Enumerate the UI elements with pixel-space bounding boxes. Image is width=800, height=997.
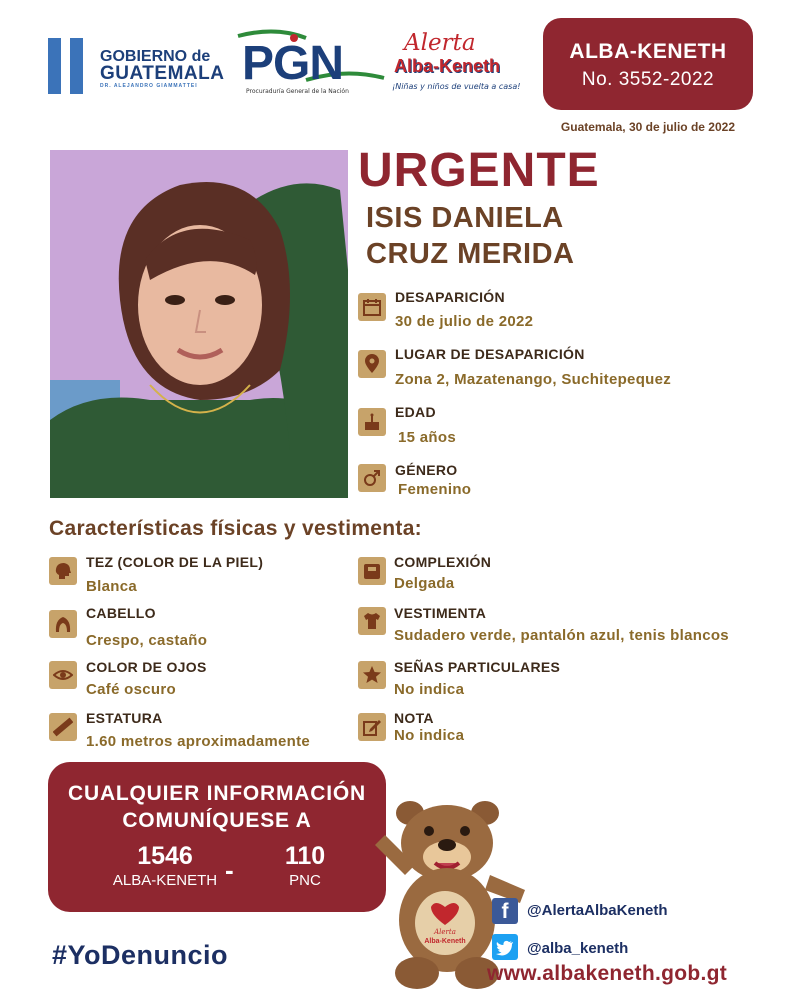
phone-pnc-label: PNC (289, 872, 321, 889)
disappearance-label: DESAPARICIÓN (395, 289, 505, 305)
marks-value: No indica (394, 681, 465, 698)
build-value: Delgada (394, 575, 455, 592)
case-number-badge (543, 18, 753, 110)
gender-icon (358, 464, 386, 492)
face-profile-icon (49, 557, 77, 585)
case-title: ALBA-KENETH (569, 40, 727, 63)
shirt-icon (358, 607, 386, 635)
height-label: ESTATURA (86, 710, 163, 726)
case-number: No. 3552-2022 (581, 69, 715, 90)
name-line2: CRUZ MERIDA (366, 238, 575, 270)
phone-alba-keneth-label: ALBA-KENETH (112, 872, 218, 889)
header (0, 0, 800, 150)
star-icon (358, 661, 386, 689)
calendar-icon (358, 293, 386, 321)
name-line1: ISIS DANIELA (366, 202, 564, 234)
gobierno-line1: GOBIERNO de (100, 48, 211, 65)
alerta-alba-keneth-logo (390, 30, 525, 100)
alerta-logo-line1: Alerta (404, 30, 476, 56)
missing-person-name (366, 200, 575, 272)
issue-date: Guatemala, 30 de julio de 2022 (560, 120, 735, 134)
skin-label: TEZ (COLOR DE LA PIEL) (86, 554, 264, 570)
twitter-icon[interactable] (492, 934, 518, 960)
clothing-value: Sudadero verde, pantalón azul, tenis blancos (394, 627, 729, 644)
phone-separator: - (225, 855, 234, 885)
eyes-label: COLOR DE OJOS (86, 659, 207, 675)
twitter-handle[interactable]: @alba_keneth (527, 940, 629, 957)
clothing-label: VESTIMENTA (394, 605, 487, 621)
note-label: NOTA (394, 710, 434, 726)
gobierno-guatemala-logo (48, 34, 238, 108)
hair-value: Crespo, castaño (86, 632, 208, 649)
gobierno-line3: DR. ALEJANDRO GIAMMATTEI (100, 83, 198, 89)
skin-value: Blanca (86, 578, 137, 595)
contact-title-line2: COMUNÍQUESE A (122, 809, 312, 832)
missing-person-photo (50, 150, 348, 498)
marks-label: SEÑAS PARTICULARES (394, 659, 561, 675)
characteristics-title: Características físicas y vestimenta: (49, 517, 422, 540)
height-value: 1.60 metros aproximadamente (86, 733, 311, 750)
facebook-icon[interactable]: f (492, 898, 518, 924)
contact-title (48, 780, 386, 834)
age-value: 15 años (398, 429, 456, 446)
cake-icon (358, 408, 386, 436)
gender-label: GÉNERO (395, 462, 458, 478)
guatemala-flag-icon (48, 38, 92, 94)
eye-icon (49, 661, 77, 689)
hair-icon (49, 610, 77, 638)
gobierno-logo-text (100, 48, 224, 90)
contact-info-box (48, 762, 386, 912)
alerta-logo-line2: Alba-Keneth (394, 56, 501, 76)
place-value: Zona 2, Mazatenango, Suchitepequez (395, 371, 672, 388)
location-pin-icon (358, 350, 386, 378)
facebook-handle[interactable]: @AlertaAlbaKeneth (527, 902, 668, 919)
gobierno-line2: GUATEMALA (100, 63, 225, 84)
pgn-subtitle: Procuraduría General de la Nación (246, 88, 349, 95)
bear-badge-line1: Alerta (434, 928, 456, 936)
website-link[interactable]: www.albakeneth.gob.gt (487, 962, 728, 985)
build-label: COMPLEXIÓN (394, 554, 492, 570)
note-edit-icon (358, 713, 386, 741)
age-label: EDAD (395, 404, 436, 420)
phone-alba-keneth[interactable]: 1546 (137, 842, 193, 870)
alerta-logo-slogan: ¡Niñas y niños de vuelta a casa! (392, 82, 521, 91)
scale-icon (358, 557, 386, 585)
urgent-heading: URGENTE (358, 144, 600, 197)
portrait-illustration (50, 150, 348, 498)
bear-badge-line2: Alba-Keneth (424, 938, 466, 945)
hashtag: #YoDenuncio (52, 940, 229, 970)
pgn-logo (236, 28, 386, 100)
contact-title-line1: CUALQUIER INFORMACIÓN (68, 782, 366, 805)
phone-pnc[interactable]: 110 (284, 842, 326, 870)
eyes-value: Café oscuro (86, 681, 176, 698)
ruler-icon (49, 713, 77, 741)
note-value: No indica (394, 727, 465, 744)
place-label: LUGAR DE DESAPARICIÓN (395, 346, 585, 362)
hair-label: CABELLO (86, 605, 156, 621)
pgn-wordmark: PGN (242, 37, 344, 90)
gender-value: Femenino (398, 481, 472, 498)
disappearance-value: 30 de julio de 2022 (395, 313, 534, 330)
